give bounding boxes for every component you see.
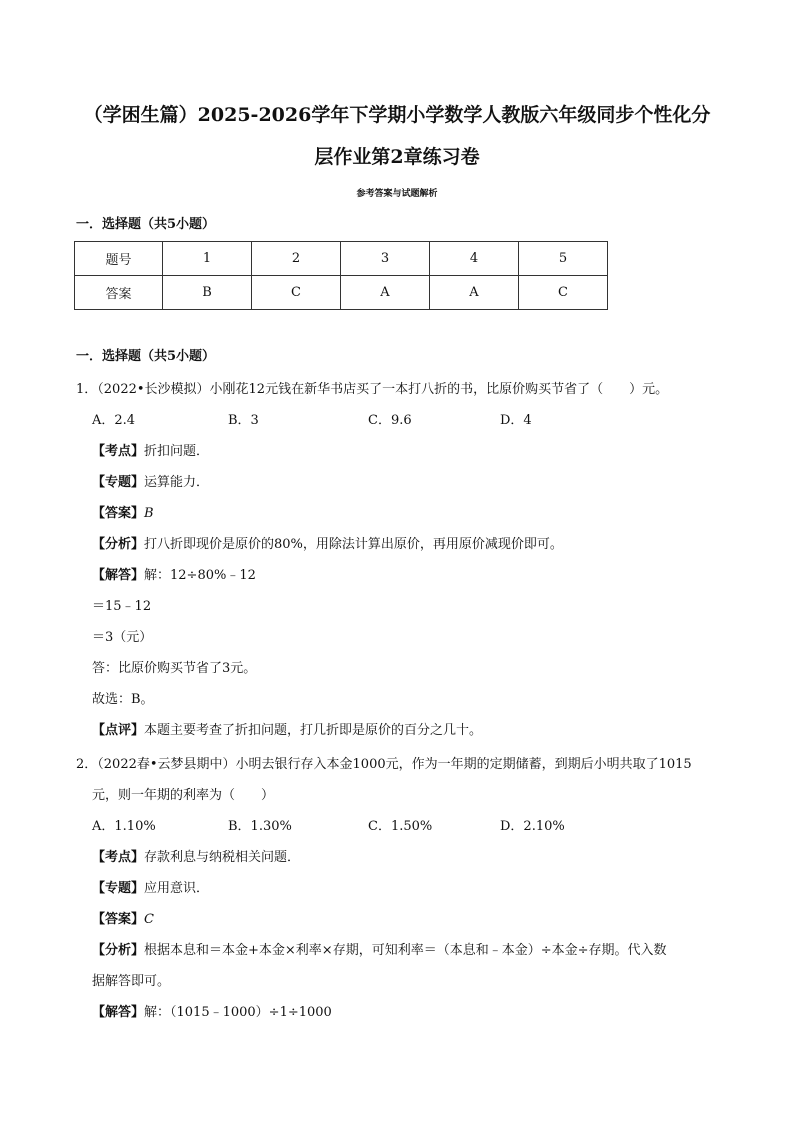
q1-dianping	[92, 722, 482, 740]
q2-option-c: C．1.50%	[368, 819, 433, 834]
document-title-line2: 层作业第2章练习卷	[314, 146, 480, 168]
q2-option-a: A．1.10%	[92, 819, 156, 834]
daan-text: C	[144, 912, 154, 927]
daan-tag: 【答案】	[92, 506, 145, 521]
dianping-tag: 【点评】	[92, 723, 145, 738]
section-header-answers: 一．选择题（共5小题）	[76, 217, 216, 232]
q2-fenxi-line2: 据解答即可。	[92, 974, 171, 989]
question-2-stem-line2: 元，则一年期的利率为（ ）	[92, 788, 275, 803]
table-cell: B	[163, 276, 252, 310]
zhuanti-tag: 【专题】	[92, 475, 145, 490]
q1-fenxi	[92, 536, 563, 554]
daan-text: B	[144, 506, 154, 521]
q2-option-b: B．1.30%	[228, 819, 292, 834]
document-subtitle: 参考答案与试题解析	[356, 189, 438, 199]
fenxi-tag: 【分析】	[92, 943, 145, 958]
table-cell: 3	[341, 242, 430, 276]
jieda-tag: 【解答】	[92, 568, 145, 583]
daan-tag: 【答案】	[92, 912, 145, 927]
table-cell: A	[430, 276, 519, 310]
jieda-text: 解：12÷80%﹣12	[144, 568, 256, 583]
q2-option-d: D．2.10%	[500, 819, 565, 834]
table-header-cell: 题号	[75, 242, 163, 276]
table-cell: C	[252, 276, 341, 310]
question-2-stem-line1: 2．（2022春•云梦县期中）小明去银行存入本金1000元，作为一年期的定期储蓄，到期后小明共取了1015	[76, 757, 692, 772]
table-cell: 4	[430, 242, 519, 276]
q1-answer-line: 答：比原价购买节省了3元。	[92, 661, 257, 676]
answer-table	[74, 241, 608, 310]
q1-zhuanti	[92, 474, 209, 492]
q1-option-d: D．4	[500, 413, 532, 428]
zhuanti-text: 运算能力．	[144, 475, 210, 490]
q2-fenxi	[92, 942, 666, 960]
jieda-text: 解：（1015﹣1000）÷1÷1000	[144, 1005, 332, 1020]
table-row	[75, 242, 608, 276]
q1-option-b: B．3	[228, 413, 259, 428]
zhuanti-text: 应用意识．	[144, 881, 210, 896]
section-header-questions: 一．选择题（共5小题）	[76, 349, 216, 364]
kaodian-tag: 【考点】	[92, 850, 145, 865]
table-cell: 1	[163, 242, 252, 276]
table-cell: 5	[519, 242, 608, 276]
jieda-tag: 【解答】	[92, 1005, 145, 1020]
q1-jieda	[92, 567, 256, 585]
question-1-stem: 1．（2022•长沙模拟）小刚花12元钱在新华书店买了一本打八折的书，比原价购买节省了（ ）元。	[76, 382, 669, 397]
fenxi-text: 根据本息和＝本金+本金×利率×存期，可知利率＝（本息和﹣本金）÷本金÷存期。代入数	[144, 943, 667, 958]
table-cell: A	[341, 276, 430, 310]
q1-step-1: ＝15﹣12	[92, 599, 152, 614]
dianping-text: 本题主要考查了折扣问题，打几折即是原价的百分之几十。	[144, 723, 483, 738]
zhuanti-tag: 【专题】	[92, 881, 145, 896]
q1-choice-line: 故选：B。	[92, 692, 154, 707]
kaodian-text: 折扣问题．	[144, 444, 210, 459]
fenxi-tag: 【分析】	[92, 537, 145, 552]
q2-zhuanti	[92, 880, 209, 898]
q1-kaodian	[92, 443, 209, 461]
q1-option-c: C．9.6	[368, 413, 412, 428]
q2-daan	[92, 911, 154, 929]
kaodian-tag: 【考点】	[92, 444, 145, 459]
q2-jieda	[92, 1004, 332, 1022]
table-header-cell: 答案	[75, 276, 163, 310]
fenxi-text: 打八折即现价是原价的80%，用除法计算出原价，再用原价减现价即可。	[144, 537, 563, 552]
kaodian-text: 存款利息与纳税相关问题．	[144, 850, 301, 865]
document-title-line1: （学困生篇）2025-2026学年下学期小学数学人教版六年级同步个性化分	[83, 104, 711, 126]
q1-option-a: A．2.4	[92, 413, 136, 428]
q2-kaodian	[92, 849, 300, 867]
table-cell: C	[519, 276, 608, 310]
q1-daan	[92, 505, 154, 523]
table-cell: 2	[252, 242, 341, 276]
table-row	[75, 276, 608, 310]
q1-step-2: ＝3（元）	[92, 630, 153, 645]
